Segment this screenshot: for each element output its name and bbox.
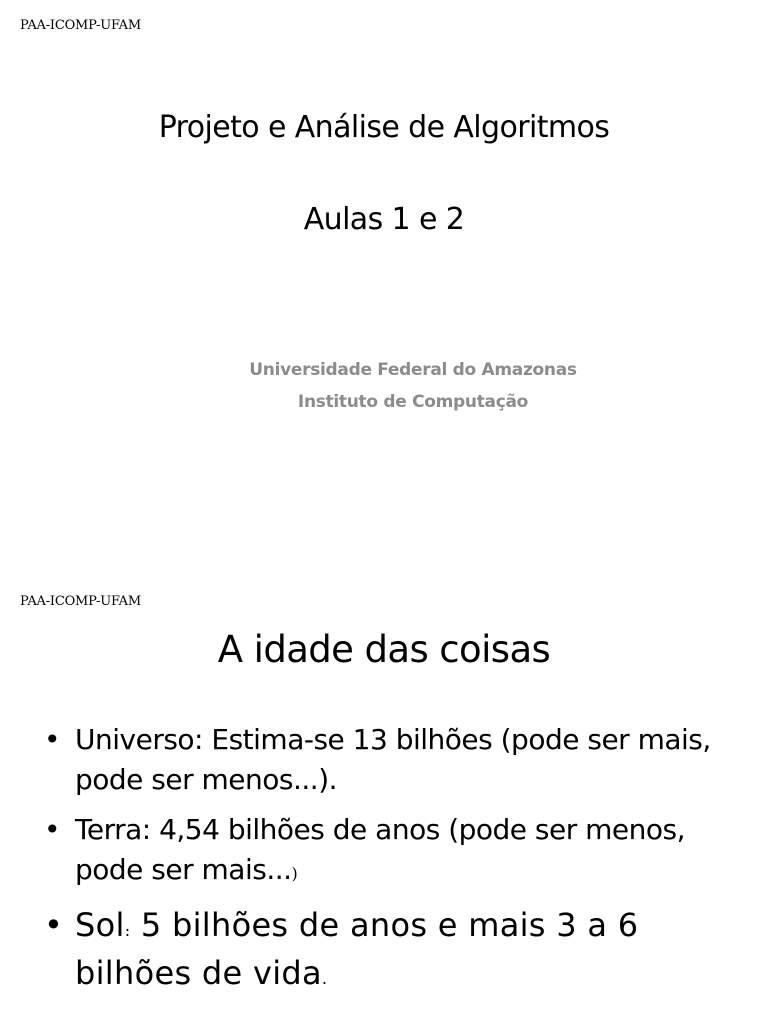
- bullet-text: Universo: Estima-se 13 bilhões (pode ser mais, pode ser menos...).: [75, 723, 711, 796]
- bullet-text: Sol: [75, 906, 125, 944]
- bullet-icon: •: [44, 813, 61, 846]
- bullet-text-tail: ): [291, 864, 298, 883]
- bullet-item: [44, 810, 744, 894]
- slide-header-tag: PAA-ICOMP-UFAM: [20, 594, 141, 609]
- bullet-list: [44, 720, 744, 1010]
- slide-title: A idade das coisas: [217, 628, 551, 671]
- bullet-item: [44, 904, 744, 1000]
- slide-header-tag: PAA-ICOMP-UFAM: [20, 18, 141, 33]
- bullet-period: .: [321, 969, 328, 988]
- bullet-item: [44, 720, 744, 800]
- university-name: Universidade Federal do Amazonas: [249, 360, 577, 380]
- slide-2: [0, 576, 768, 1024]
- presentation-title: Projeto e Análise de Algoritmos: [158, 110, 610, 145]
- presentation-subtitle: Aulas 1 e 2: [303, 202, 465, 237]
- bullet-icon: •: [44, 723, 61, 756]
- bullet-text-rest: 5 bilhões de anos e mais 3 a 6 bilhões de vida: [75, 906, 639, 992]
- bullet-text: Terra: 4,54 bilhões de anos (pode ser menos, pode ser mais...: [75, 813, 686, 886]
- bullet-icon: •: [44, 906, 64, 944]
- bullet-colon: :: [124, 921, 131, 940]
- institute-name: Instituto de Computação: [297, 392, 529, 412]
